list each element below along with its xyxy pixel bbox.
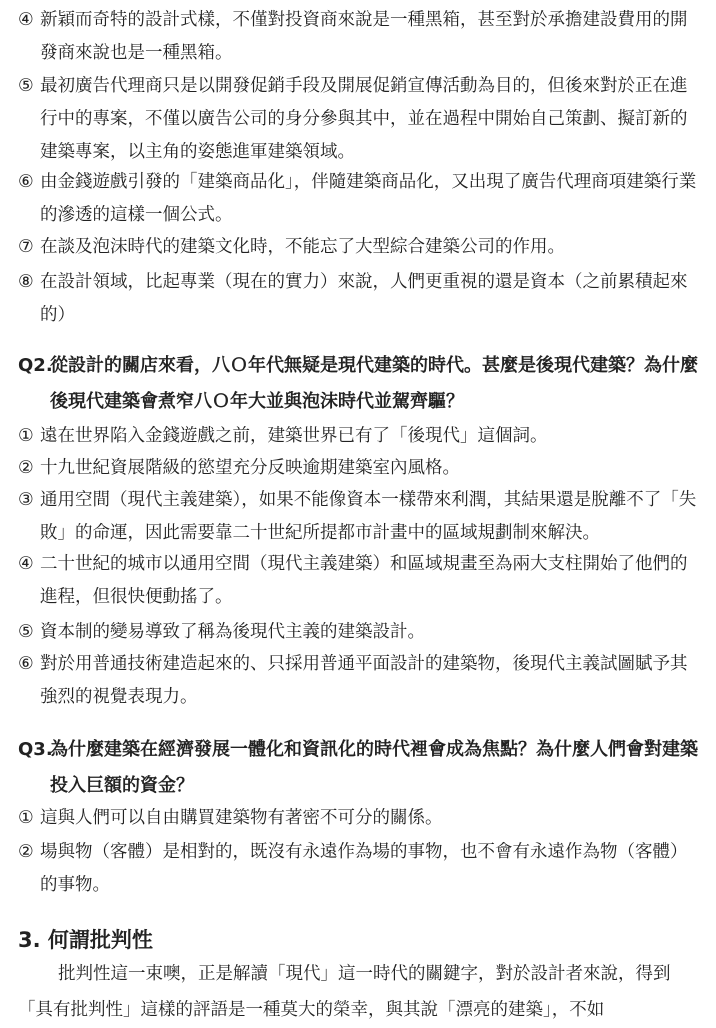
question-text: 為什麼建築在經濟發展一體化和資訊化的時代裡會成為焦點？為什麼人們會對建築投入巨額的資金？: [50, 739, 698, 796]
item-text: 這與人們可以自由購買建築物有著密不可分的關係。: [40, 808, 443, 828]
question-heading: [18, 732, 700, 804]
item-text: 通用空間（現代主義建築），如果不能像資本一樣帶來利潤，其結果還是脫離不了「失敗」的命運，因此需要靠二十世紀所提都市計畫中的區域規劃制來解決。: [40, 490, 697, 543]
item-text: 場與物（客體）是相對的，既沒有永遠作為場的事物，也不會有永遠作為物（客體）的事物。: [40, 842, 688, 895]
item-number: ⑤: [18, 622, 34, 642]
item-number: ④: [18, 554, 34, 574]
list-item: [18, 484, 698, 550]
list-item: [18, 70, 698, 169]
item-text: 在設計領域，比起專業（現在的實力）來說，人們更重視的還是資本（之前累積起來的）: [40, 272, 688, 325]
item-number: ⑥: [18, 654, 34, 674]
list-item: [18, 836, 698, 902]
item-text: 二十世紀的城市以通用空間（現代主義建築）和區域規畫至為兩大支柱開始了他們的進程，但很快便動搖了。: [40, 554, 688, 607]
list-item: [18, 548, 698, 614]
item-number: ⑤: [18, 76, 34, 96]
item-text: 由金錢遊戲引發的「建築商品化」，伴隨建築商品化，又出現了廣告代理商項建築行業的滲透的這樣一個公式。: [40, 172, 697, 225]
question-heading: [18, 348, 700, 420]
list-item: [18, 4, 698, 70]
item-text: 資本制的變易導致了稱為後現代主義的建築設計。: [40, 622, 425, 642]
list-item: [18, 616, 698, 649]
list-item: [18, 231, 698, 264]
section-title: 3. 何謂批判性: [18, 928, 153, 952]
question-text: 從設計的關店來看，八Ｏ年代無疑是現代建築的時代。甚麼是後現代建築？為什麼後現代建築會煮窄八Ｏ年大並與泡沫時代並駕齊驅？: [50, 355, 698, 412]
item-text: 在談及泡沫時代的建築文化時，不能忘了大型綜合建築公司的作用。: [40, 237, 565, 257]
item-number: ①: [18, 426, 34, 446]
list-item: [18, 802, 698, 835]
list-item: [18, 452, 698, 485]
item-number: ⑥: [18, 172, 34, 192]
item-number: ②: [18, 458, 34, 478]
item-text: 十九世紀資展階級的慾望充分反映逾期建築室內風格。: [40, 458, 460, 478]
list-item: [18, 648, 698, 714]
list-item: [18, 266, 698, 332]
item-text: 對於用普通技術建造起來的、只採用普通平面設計的建築物，後現代主義試圖賦予其強烈的視覺表現力。: [40, 654, 688, 707]
item-number: ⑦: [18, 237, 34, 257]
item-number: ④: [18, 10, 34, 30]
item-number: ⑧: [18, 272, 34, 292]
list-item: [18, 166, 698, 232]
item-number: ③: [18, 490, 34, 510]
item-number: ①: [18, 808, 34, 828]
item-text: 遠在世界陷入金錢遊戲之前，建築世界已有了「後現代」這個詞。: [40, 426, 548, 446]
question-label: Q3.: [18, 739, 53, 760]
list-item: [18, 420, 698, 453]
question-label: Q2.: [18, 355, 53, 376]
section-paragraph: 批判性這一束噢，正是解讀「現代」這一時代的關鍵字，對於設計者來說，得到「具有批判性」這樣的評語是一種莫大的榮幸，與其說「漂亮的建築」，不如: [18, 964, 671, 1020]
item-text: 最初廣告代理商只是以開發促銷手段及開展促銷宣傳活動為目的，但後來對於正在進行中的專案，不僅以廣告公司的身分參與其中，並在過程中開始自己策劃、擬訂新的建築專案，以主角的姿態進軍建築領域。: [40, 76, 688, 162]
item-text: 新穎而奇特的設計式樣，不僅對投資商來說是一種黑箱，甚至對於承擔建設費用的開發商來說也是一種黑箱。: [40, 10, 688, 63]
item-number: ②: [18, 842, 34, 862]
